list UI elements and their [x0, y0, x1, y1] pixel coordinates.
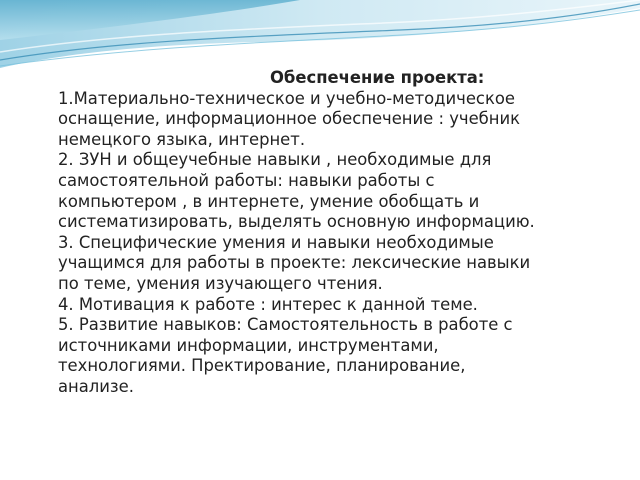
- slide-title: Обеспечение проекта:: [270, 68, 485, 87]
- slide-content: [58, 68, 598, 398]
- text-line: систематизировать, выделять основную информацию.: [58, 212, 535, 232]
- text-line: учащимся для работы в проекте: лексические навыки: [58, 253, 531, 273]
- text-line: 5. Развитие навыков: Самостоятельность в работе с: [58, 315, 513, 335]
- text-line: немецкого языка, интернет.: [58, 129, 306, 149]
- text-line: 4. Мотивация к работе : интерес к данной теме.: [58, 294, 478, 314]
- text-line: анализе.: [58, 376, 134, 396]
- text-line: оснащение, информационное обеспечение : учебник: [58, 109, 521, 129]
- text-line: самостоятельной работы: навыки работы с: [58, 170, 435, 190]
- text-line: источниками информации, инструментами,: [58, 335, 439, 355]
- text-line: компьютером , в интернете, умение обобщать и: [58, 191, 480, 211]
- text-line: технологиями. Пректирование, планирование,: [58, 356, 466, 376]
- text-line: 2. ЗУН и общеучебные навыки , необходимые для: [58, 150, 492, 170]
- text-line: по теме, умения изучающего чтения.: [58, 273, 383, 293]
- text-line: 3. Специфические умения и навыки необходимые: [58, 232, 494, 252]
- text-line: 1.Материально-техническое и учебно-методическое: [58, 88, 515, 108]
